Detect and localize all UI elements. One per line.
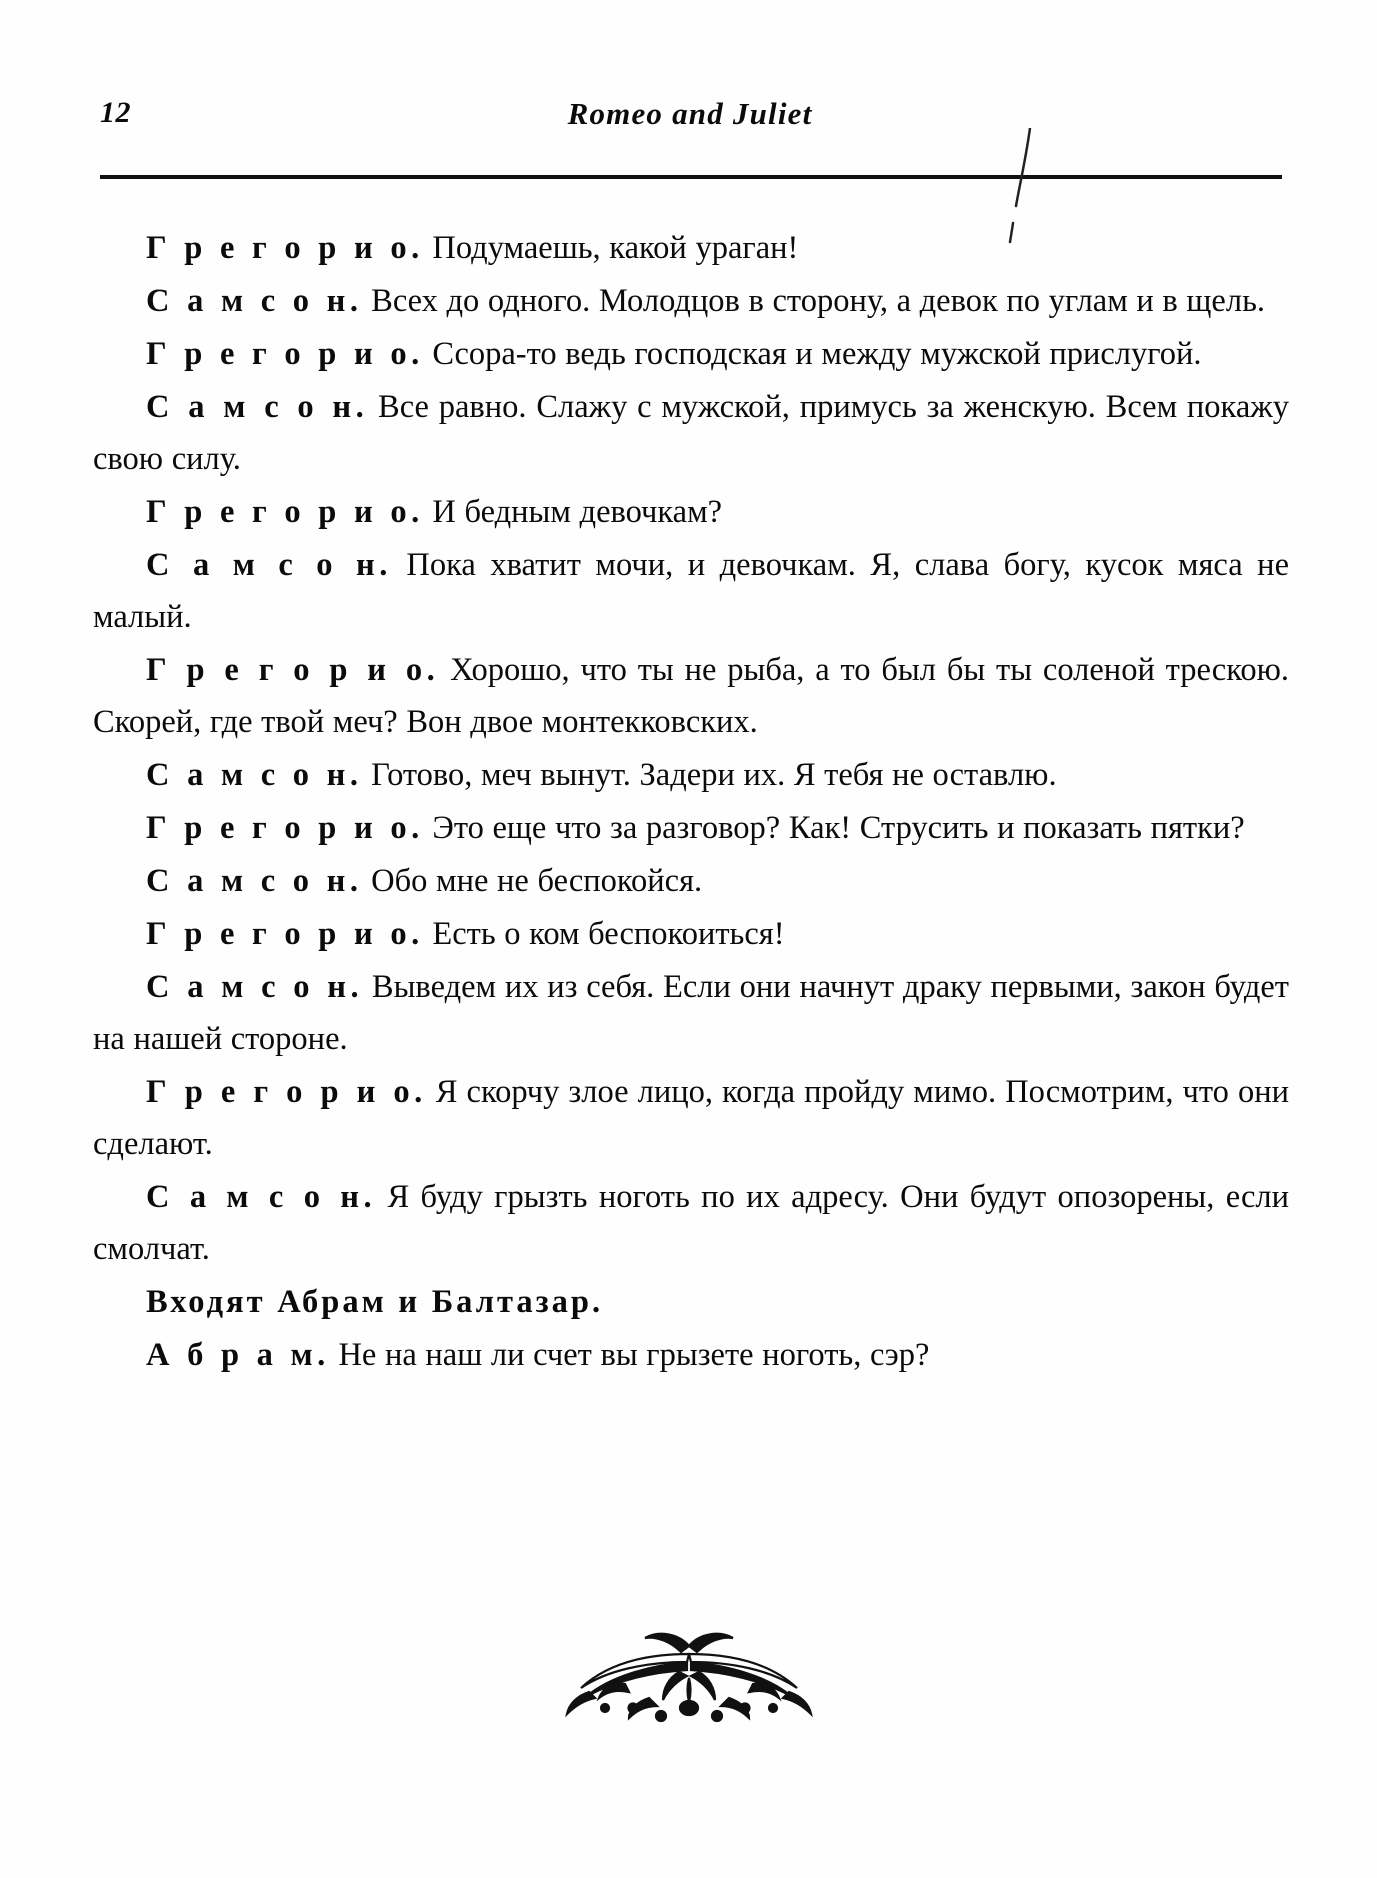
- speech-text: Это еще что за разговор? Как! Струсить и показать пятки?: [423, 810, 1245, 846]
- dialogue-line: [93, 855, 1289, 907]
- speaker-name: Г р е г о р и о.: [146, 230, 424, 266]
- dialogue-line: [93, 486, 1289, 538]
- speech-text: Я буду грызть ноготь по их адресу. Они будут опозорены, если смолчат.: [93, 1179, 1289, 1267]
- speaker-name: Г р е г о р и о.: [146, 336, 424, 372]
- speech-text: Всех до одного. Молодцов в сторону, а девок по углам и в щель.: [362, 283, 1266, 319]
- dialogue-line: [93, 749, 1289, 801]
- stage-direction: Входят Абрам и Балтазар.: [146, 1284, 604, 1320]
- speech-text: Пока хватит мочи, и девочкам. Я, слава богу, кусок мяса не малый.: [93, 547, 1289, 635]
- running-title: Romeo and Juliet: [567, 96, 813, 131]
- text-column: [93, 222, 1289, 1382]
- speaker-name: А б р а м.: [146, 1337, 330, 1373]
- speaker-name: Г р е г о р и о.: [146, 810, 424, 846]
- dialogue-line: [93, 381, 1289, 485]
- dialogue-line: [93, 1329, 1289, 1381]
- speech-text: Все равно. Слажу с мужской, примусь за женскую. Всем покажу свою силу.: [93, 389, 1289, 477]
- speech-text: Подумаешь, какой ураган!: [423, 230, 799, 266]
- speaker-name: С а м с о н.: [146, 283, 363, 319]
- speaker-name: С а м с о н.: [146, 757, 363, 793]
- dialogue-line: [93, 908, 1289, 960]
- decorative-ornament: [0, 1612, 1377, 1737]
- speech-text: Есть о ком беспокоиться!: [423, 916, 785, 952]
- speaker-name: Г р е г о р и о.: [146, 652, 440, 688]
- speaker-name: Г р е г о р и о.: [146, 1074, 427, 1110]
- speaker-name: С а м с о н.: [146, 969, 364, 1005]
- header-divider: [100, 175, 1282, 179]
- speaker-name: Г р е г о р и о.: [146, 494, 424, 530]
- speaker-name: Г р е г о р и о.: [146, 916, 424, 952]
- speech-text: Ссора-то ведь господская и между мужской прислугой.: [423, 336, 1202, 372]
- speaker-name: С а м с о н.: [146, 863, 363, 899]
- speech-text: Хорошо, что ты не рыба, а то был бы ты соленой трескою. Скорей, где твой меч? Вон двое монтекковских.: [93, 652, 1289, 740]
- speech-text: Не на наш ли счет вы грызете ноготь, сэр?: [329, 1337, 930, 1373]
- speech-text: И бедным девочкам?: [423, 494, 723, 530]
- speaker-name: С а м с о н.: [146, 547, 392, 583]
- dialogue-line: [93, 275, 1289, 327]
- dialogue-line: [93, 644, 1289, 748]
- speaker-name: С а м с о н.: [146, 389, 369, 425]
- dialogue-line: [93, 222, 1289, 274]
- speaker-name: С а м с о н.: [146, 1179, 377, 1215]
- speech-text: Готово, меч вынут. Задери их. Я тебя не оставлю.: [362, 757, 1057, 793]
- speech-text: Обо мне не беспокойся.: [362, 863, 703, 899]
- speech-text: Я скорчу злое лицо, когда пройду мимо. Посмотрим, что они сделают.: [93, 1074, 1289, 1162]
- dialogue-line: [93, 802, 1289, 854]
- speech-text: Выведем их из себя. Если они начнут драку первыми, закон будет на нашей стороне.: [93, 969, 1290, 1057]
- page-header: [100, 96, 1280, 144]
- page-number: 12: [100, 96, 131, 129]
- dialogue-line: [93, 328, 1289, 380]
- dialogue-line: [93, 1066, 1289, 1170]
- dialogue-line: [93, 961, 1289, 1065]
- dialogue-line: [93, 1171, 1289, 1275]
- dialogue-line: [93, 539, 1289, 643]
